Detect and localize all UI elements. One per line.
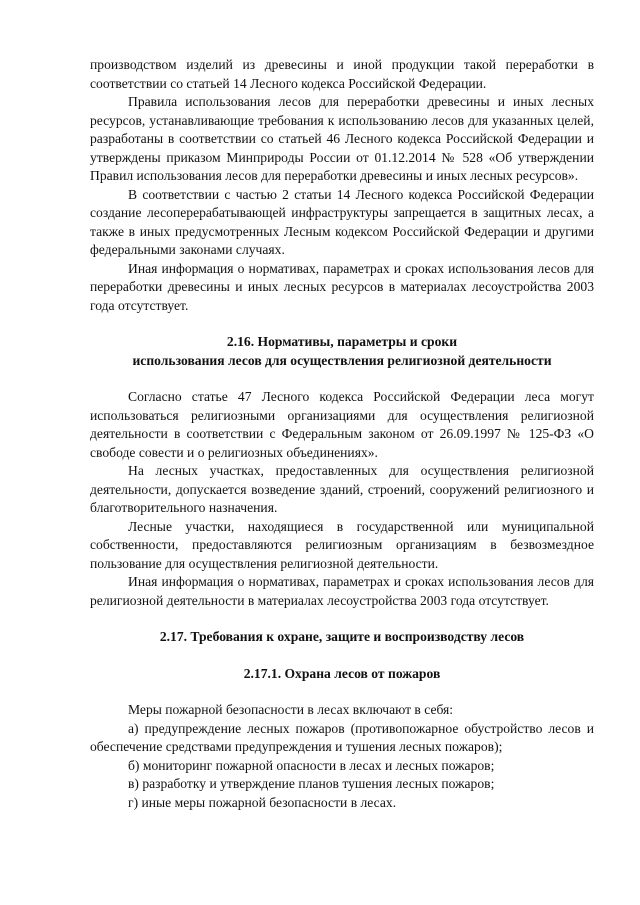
paragraph: Правила использования лесов для переработки древесины и иных лесных ресурсов, устанавливающие требования к использованию лесов для указанных целей, разработаны в соответствии со статьей 46 Лесного кодекса Российской Федерации и утверждены приказом Минприроды России от 01.12.2014 № 528 «Об утверждении Правил использования лесов для переработки древесины и иных лесных ресурсов».	[90, 94, 594, 183]
paragraph: Меры пожарной безопасности в лесах включают в себя:	[128, 702, 454, 717]
document-page	[90, 56, 594, 812]
paragraph: Иная информация о нормативах, параметрах и сроках использования лесов для переработки древесины и иных лесных ресурсов в материалах лесоустройства 2003 года отсутствует.	[90, 260, 594, 313]
list-item: а) предупреждение лесных пожаров (противопожарное обустройство лесов и обеспечение средствами предупреждения и тушения лесных пожаров);	[90, 720, 594, 754]
paragraph: производством изделий из древесины и иной продукции такой переработки в соответствии со статьей 14 Лесного кодекса Российской Федерации.	[90, 57, 594, 91]
section-heading-2-17: 2.17. Требования к охране, защите и воспроизводству лесов	[159, 629, 525, 644]
list-item: г) иные меры пожарной безопасности в лесах.	[128, 794, 397, 810]
section-heading-2-17-1: 2.17.1. Охрана лесов от пожаров	[243, 665, 441, 681]
section-heading-2-16	[90, 333, 594, 370]
paragraph: Согласно статье 47 Лесного кодекса Российской Федерации леса могут использоваться религиозными организациями для осуществления религиозной деятельности в соответствии с Федеральным законом от 26.09.1997 № 125-ФЗ «О свободе совести и о религиозных объединениях».	[90, 389, 594, 460]
section-heading-line: использования лесов для осуществления религиозной деятельности	[132, 352, 552, 368]
paragraph: Иная информация о нормативах, параметрах и сроках использования лесов для религиозной деятельности в материалах лесоустройства 2003 года отсутствует.	[90, 574, 594, 608]
paragraph: В соответствии с частью 2 статьи 14 Лесного кодекса Российской Федерации создание лесоперерабатывающей инфраструктуры запрещается в защитных лесах, а также в иных предусмотренных Лесным кодексом Российской Федерации и другими федеральными законами случаях.	[90, 186, 594, 257]
paragraph: На лесных участках, предоставленных для осуществления религиозной деятельности, допускается возведение зданий, строений, сооружений религиозного и благотворительного назначения.	[90, 463, 594, 515]
paragraph: Лесные участки, находящиеся в государственной или муниципальной собственности, предоставляются религиозным организациям в безвозмездное пользование для осуществления религиозной деятельности.	[90, 518, 594, 571]
list-item: в) разработку и утверждение планов тушения лесных пожаров;	[128, 776, 495, 791]
section-heading-line: 2.16. Нормативы, параметры и сроки	[226, 334, 458, 349]
list-item: б) мониторинг пожарной опасности в лесах и лесных пожаров;	[128, 757, 495, 773]
